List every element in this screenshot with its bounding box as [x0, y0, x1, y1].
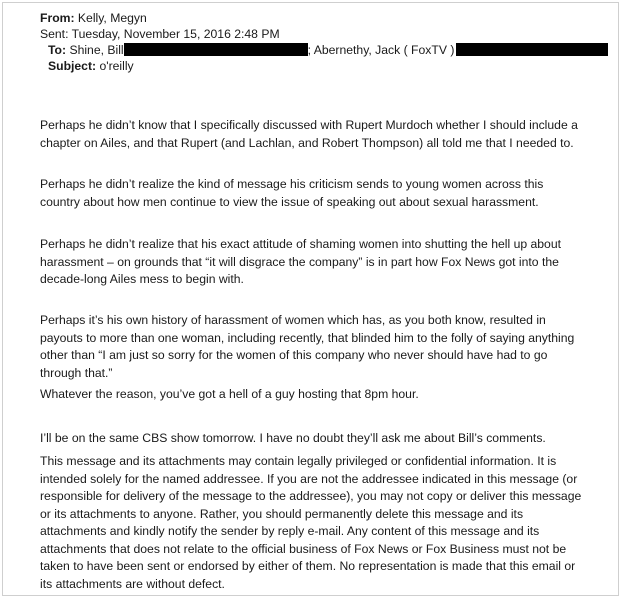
body-paragraph: Whatever the reason, you’ve got a hell of a guy hosting that 8pm hour.: [40, 387, 419, 401]
from-line: [40, 10, 147, 26]
body-paragraph: Perhaps he didn’t realize that his exact attitude of shaming women into shutting the hell up about harassment – on grounds that “it will disgrace the company” is in part how Fox News got into the decade-long Ailes mess to begin with.: [40, 237, 562, 287]
subject-value: o'reilly: [99, 59, 134, 73]
body-paragraph: Perhaps he didn’t realize the kind of message his criticism sends to young women across this country about how men continue to view the issue of speaking out about sexual harassment.: [40, 177, 544, 209]
confidentiality-disclaimer: This message and its attachments may contain legally privileged or confidential information. It is intended solely for the named addressee. If you are not the addressee indicated in this message (or responsible for delivery of the message to the addressee), you may not copy or deliver this message or its attachments to anyone. Rather, you should permanently delete this message and its attachments and kindly notify the sender by reply e-mail. Any content of this message and its attachments that does not relate to the official business of Fox News or Fox Business must not be taken to have been sent or endorsed by either of them. No representation is made that this email or its attachments are without defect.: [40, 454, 582, 591]
subject-label: Subject:: [48, 59, 97, 73]
sent-label: Sent:: [40, 27, 69, 41]
to-recipient-2: ; Abernethy, Jack ( FoxTV ): [307, 43, 455, 57]
from-label: From:: [40, 11, 75, 25]
redaction-bar: [456, 43, 608, 56]
from-value: Kelly, Megyn: [77, 11, 147, 25]
to-line: [48, 42, 608, 58]
redaction-bar: [124, 43, 308, 56]
sent-value: Tuesday, November 15, 2016 2:48 PM: [71, 27, 280, 41]
subject-line: [48, 58, 134, 74]
to-recipient-1: Shine, Bill: [69, 43, 124, 57]
body-paragraph: Perhaps he didn’t know that I specifically discussed with Rupert Murdoch whether I should include a chapter on Ailes, and that Rupert (and Lachlan, and Robert Thompson) all told me that I needed to.: [40, 118, 578, 150]
sent-line: [40, 26, 280, 42]
body-paragraph: I’ll be on the same CBS show tomorrow. I have no doubt they’ll ask me about Bill’s comments.: [40, 431, 546, 445]
body-paragraph: Perhaps it’s his own history of harassment of women which has, as you both know, resulted in payouts to more than one woman, including recently, that blinded him to the folly of saying anything other than “I am just so sorry for the women of this company who never should have had to go through that.”: [40, 313, 575, 380]
to-label: To:: [48, 43, 67, 57]
